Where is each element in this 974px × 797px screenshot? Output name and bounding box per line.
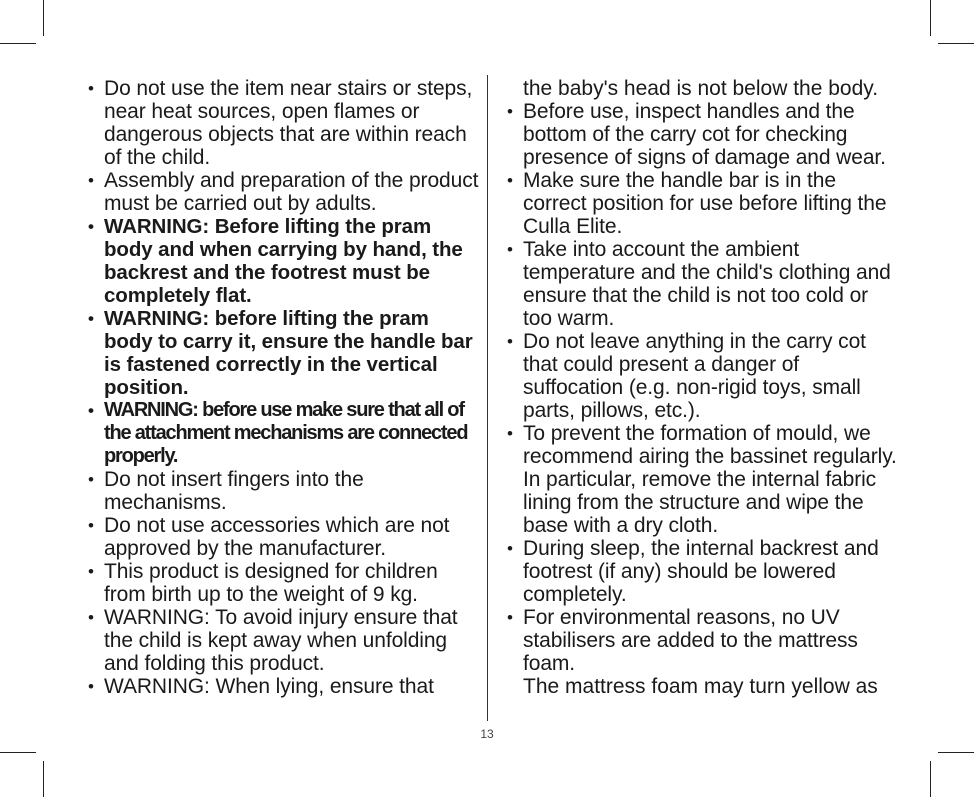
warning-item xyxy=(88,307,480,399)
bullet-icon: • xyxy=(88,677,94,696)
bullet-icon: • xyxy=(507,332,513,351)
crop-mark-top-left-vertical xyxy=(43,0,44,36)
list-item-text: This product is designed for children from birth up to the weight of 9 kg. xyxy=(104,560,438,606)
list-item-text: During sleep, the internal backrest and footrest (if any) should be lowered completely. xyxy=(523,537,879,606)
list-item xyxy=(88,675,480,698)
list-item xyxy=(88,468,480,514)
bullet-icon: • xyxy=(88,562,94,581)
list-item xyxy=(88,514,480,560)
trailing-paragraph: The mattress foam may turn yellow as xyxy=(523,675,878,698)
list-item xyxy=(88,169,480,215)
bullet-icon: • xyxy=(88,608,94,627)
list-item-text: Do not use the item near stairs or steps, near heat sources, open flames or dangerous objects that are within reach of the child. xyxy=(104,77,473,169)
crop-mark-top-right-vertical xyxy=(930,0,931,36)
bullet-icon: • xyxy=(507,171,513,190)
warning-text: WARNING: before use make sure that all of the attachment mechanisms are connected properly. xyxy=(104,399,468,467)
crop-mark-bottom-right-horizontal xyxy=(938,752,974,753)
crop-mark-bottom-left-vertical xyxy=(43,761,44,797)
list-item xyxy=(507,606,899,675)
list-item-text: Assembly and preparation of the product must be carried out by adults. xyxy=(104,169,479,215)
bullet-icon: • xyxy=(88,217,94,236)
list-item xyxy=(88,606,480,675)
bullet-icon: • xyxy=(88,401,93,420)
left-column xyxy=(88,77,480,698)
list-item xyxy=(88,560,480,606)
list-item xyxy=(507,330,899,422)
list-item-text: To prevent the formation of mould, we recommend airing the bassinet regularly. In particular, remove the internal fabric lining from the structure and wipe the base with a dry cloth. xyxy=(523,422,897,537)
list-item-text: Make sure the handle bar is in the correct position for use before lifting the Culla Elite. xyxy=(523,169,887,238)
continuation-text: the baby's head is not below the body. xyxy=(523,77,879,100)
right-column xyxy=(507,77,899,698)
list-item xyxy=(507,238,899,330)
list-item-text: WARNING: When lying, ensure that xyxy=(104,675,434,698)
warning-item xyxy=(88,399,480,468)
warning-text: WARNING: Before lifting the pram body and when carrying by hand, the backrest and the footrest must be completely flat. xyxy=(104,215,463,307)
list-item-text: WARNING: To avoid injury ensure that the child is kept away when unfolding and folding this product. xyxy=(104,606,458,675)
list-item-text: Do not insert fingers into the mechanisms. xyxy=(104,468,364,514)
bullet-icon: • xyxy=(507,102,513,121)
bullet-icon: • xyxy=(88,309,94,328)
list-item xyxy=(507,169,899,238)
list-item xyxy=(507,537,899,606)
bullet-icon: • xyxy=(507,539,513,558)
bullet-icon: • xyxy=(88,171,94,190)
list-item-text: Take into account the ambient temperature and the child's clothing and ensure that the child is not too cold or too warm. xyxy=(523,238,891,330)
crop-mark-top-left-horizontal xyxy=(0,43,36,44)
bullet-icon: • xyxy=(88,516,94,535)
column-divider xyxy=(487,75,488,721)
crop-mark-bottom-left-horizontal xyxy=(0,752,36,753)
bullet-icon: • xyxy=(507,424,513,443)
list-item xyxy=(507,422,899,537)
bullet-icon: • xyxy=(507,240,513,259)
bullet-icon: • xyxy=(88,79,94,98)
bullet-icon: • xyxy=(88,470,94,489)
crop-mark-top-right-horizontal xyxy=(938,43,974,44)
list-item xyxy=(88,77,480,169)
list-item-text: For environmental reasons, no UV stabilisers are added to the mattress foam. xyxy=(523,606,858,675)
page-number: 13 xyxy=(480,727,494,741)
list-item-text: Do not leave anything in the carry cot that could present a danger of suffocation (e.g. non-rigid toys, small parts, pillows, etc.). xyxy=(523,330,866,422)
list-item-text: Before use, inspect handles and the bottom of the carry cot for checking presence of signs of damage and wear. xyxy=(523,100,886,169)
list-item xyxy=(507,100,899,169)
crop-mark-bottom-right-vertical xyxy=(930,761,931,797)
warning-item xyxy=(88,215,480,307)
list-item-text: Do not use accessories which are not approved by the manufacturer. xyxy=(104,514,450,560)
bullet-icon: • xyxy=(507,608,513,627)
warning-text: WARNING: before lifting the pram body to carry it, ensure the handle bar is fastened correctly in the vertical position. xyxy=(104,307,473,399)
